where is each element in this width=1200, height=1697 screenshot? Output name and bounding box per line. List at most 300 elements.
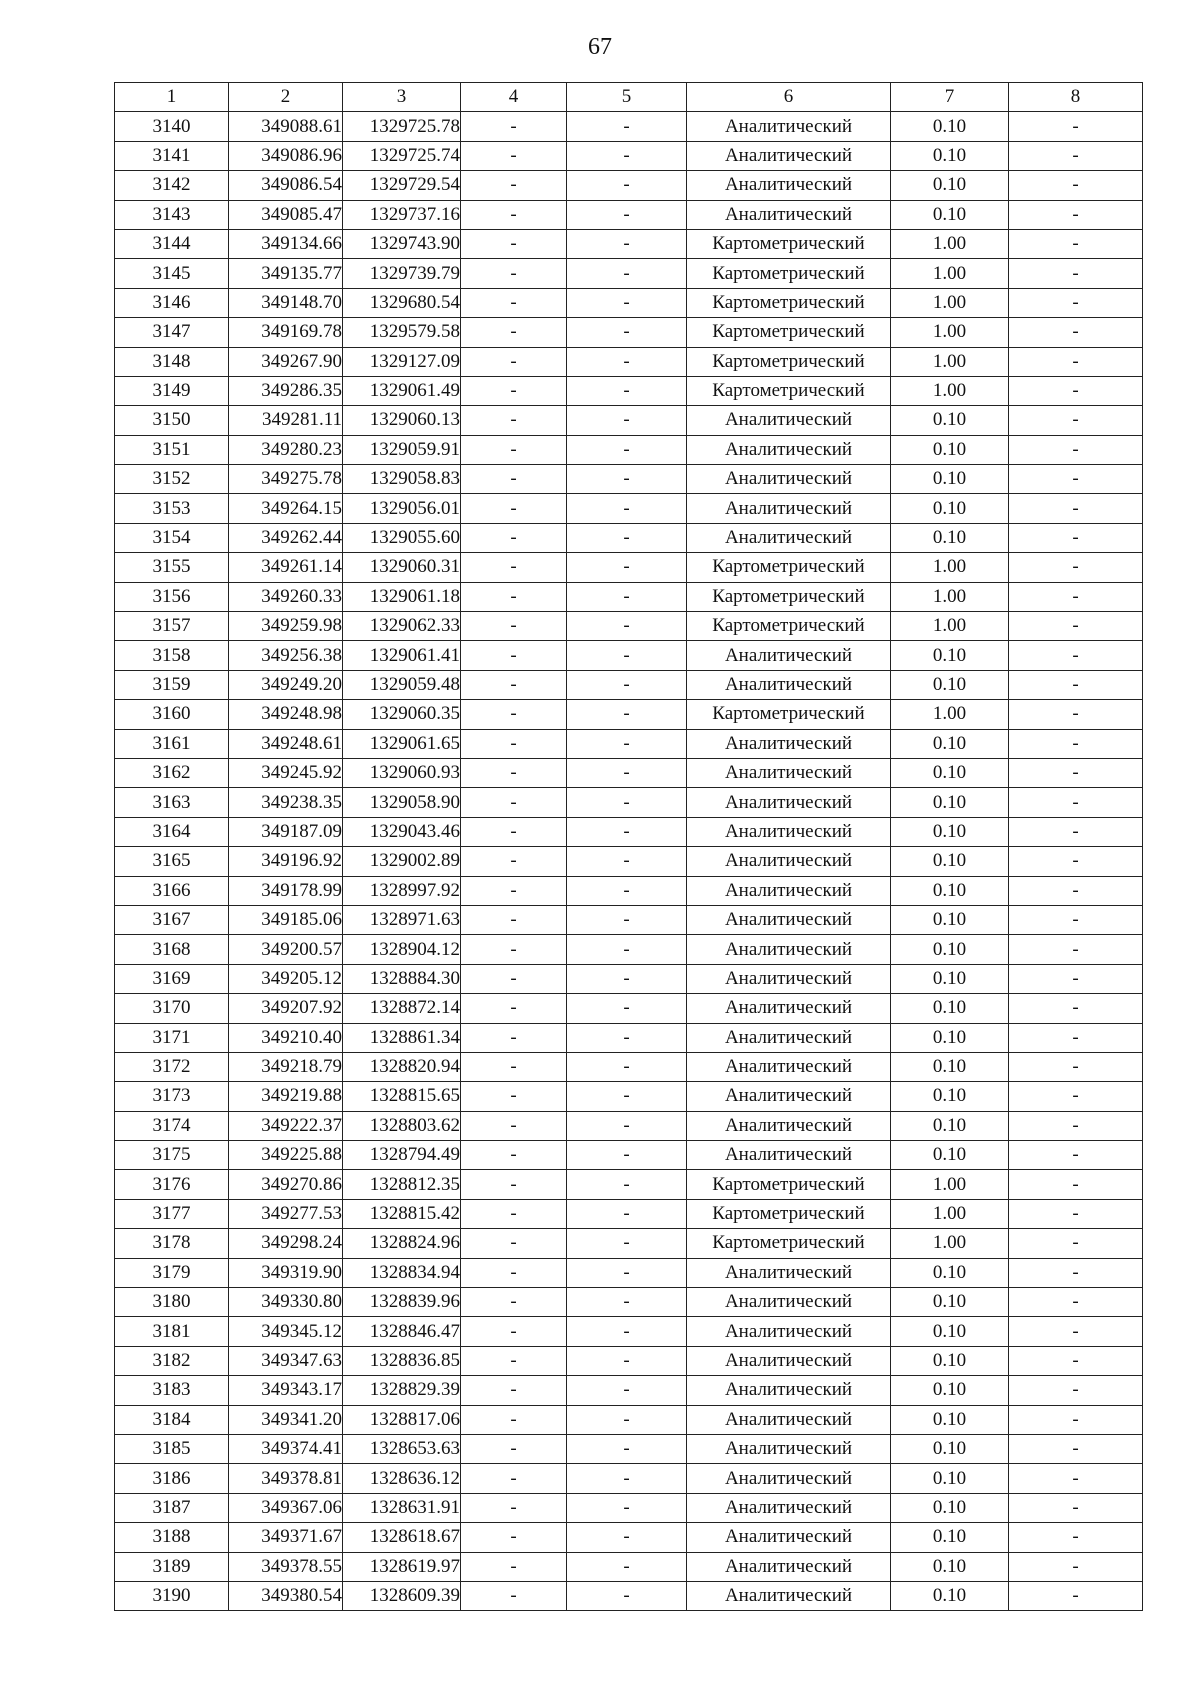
x-coordinate-cell: 349345.12 xyxy=(229,1317,343,1346)
x-coordinate-cell: 349205.12 xyxy=(229,964,343,993)
y-coordinate-cell: 1328812.35 xyxy=(343,1170,461,1199)
col5-cell: - xyxy=(567,1229,687,1258)
col4-cell: - xyxy=(461,1288,567,1317)
col4-cell: - xyxy=(461,1552,567,1581)
col5-cell: - xyxy=(567,1523,687,1552)
method-cell: Аналитический xyxy=(687,1141,891,1170)
table-row xyxy=(115,1023,1143,1052)
col4-cell: - xyxy=(461,1346,567,1375)
y-coordinate-cell: 1329058.90 xyxy=(343,788,461,817)
precision-cell: 1.00 xyxy=(891,259,1009,288)
table-row xyxy=(115,758,1143,787)
table-row xyxy=(115,171,1143,200)
x-coordinate-cell: 349264.15 xyxy=(229,494,343,523)
x-coordinate-cell: 349178.99 xyxy=(229,876,343,905)
col8-cell: - xyxy=(1009,729,1143,758)
col5-cell: - xyxy=(567,1111,687,1140)
x-coordinate-cell: 349222.37 xyxy=(229,1111,343,1140)
precision-cell: 0.10 xyxy=(891,788,1009,817)
table-row xyxy=(115,1523,1143,1552)
point-number-cell: 3149 xyxy=(115,376,229,405)
y-coordinate-cell: 1328861.34 xyxy=(343,1023,461,1052)
table-row xyxy=(115,1464,1143,1493)
col4-cell: - xyxy=(461,376,567,405)
col8-cell: - xyxy=(1009,376,1143,405)
precision-cell: 0.10 xyxy=(891,1405,1009,1434)
precision-cell: 0.10 xyxy=(891,523,1009,552)
precision-cell: 0.10 xyxy=(891,670,1009,699)
y-coordinate-cell: 1328609.39 xyxy=(343,1581,461,1610)
precision-cell: 1.00 xyxy=(891,553,1009,582)
col4-cell: - xyxy=(461,435,567,464)
col5-cell: - xyxy=(567,1405,687,1434)
x-coordinate-cell: 349218.79 xyxy=(229,1052,343,1081)
y-coordinate-cell: 1329059.91 xyxy=(343,435,461,464)
col4-cell: - xyxy=(461,318,567,347)
precision-cell: 0.10 xyxy=(891,112,1009,141)
col5-cell: - xyxy=(567,847,687,876)
precision-cell: 0.10 xyxy=(891,200,1009,229)
precision-cell: 0.10 xyxy=(891,141,1009,170)
x-coordinate-cell: 349086.96 xyxy=(229,141,343,170)
x-coordinate-cell: 349367.06 xyxy=(229,1493,343,1522)
table-row xyxy=(115,788,1143,817)
method-cell: Аналитический xyxy=(687,994,891,1023)
col4-cell: - xyxy=(461,729,567,758)
table-row xyxy=(115,1552,1143,1581)
table-row xyxy=(115,1258,1143,1287)
point-number-cell: 3169 xyxy=(115,964,229,993)
col8-cell: - xyxy=(1009,259,1143,288)
table-row xyxy=(115,1376,1143,1405)
col5-cell: - xyxy=(567,670,687,699)
col5-cell: - xyxy=(567,494,687,523)
method-cell: Аналитический xyxy=(687,523,891,552)
table-row xyxy=(115,935,1143,964)
y-coordinate-cell: 1329058.83 xyxy=(343,465,461,494)
col5-cell: - xyxy=(567,1288,687,1317)
y-coordinate-cell: 1329061.49 xyxy=(343,376,461,405)
y-coordinate-cell: 1328636.12 xyxy=(343,1464,461,1493)
method-cell: Картометрический xyxy=(687,229,891,258)
method-cell: Аналитический xyxy=(687,200,891,229)
col4-cell: - xyxy=(461,347,567,376)
col4-cell: - xyxy=(461,1493,567,1522)
col4-cell: - xyxy=(461,112,567,141)
col4-cell: - xyxy=(461,612,567,641)
precision-cell: 0.10 xyxy=(891,1464,1009,1493)
col5-cell: - xyxy=(567,435,687,464)
col5-cell: - xyxy=(567,259,687,288)
precision-cell: 1.00 xyxy=(891,318,1009,347)
col5-cell: - xyxy=(567,1493,687,1522)
y-coordinate-cell: 1329056.01 xyxy=(343,494,461,523)
col4-cell: - xyxy=(461,171,567,200)
point-number-cell: 3146 xyxy=(115,288,229,317)
y-coordinate-cell: 1329579.58 xyxy=(343,318,461,347)
table-row xyxy=(115,465,1143,494)
method-cell: Аналитический xyxy=(687,788,891,817)
y-coordinate-cell: 1328829.39 xyxy=(343,1376,461,1405)
x-coordinate-cell: 349378.55 xyxy=(229,1552,343,1581)
col5-cell: - xyxy=(567,905,687,934)
precision-cell: 0.10 xyxy=(891,1493,1009,1522)
point-number-cell: 3190 xyxy=(115,1581,229,1610)
col5-cell: - xyxy=(567,700,687,729)
point-number-cell: 3187 xyxy=(115,1493,229,1522)
point-number-cell: 3175 xyxy=(115,1141,229,1170)
col8-cell: - xyxy=(1009,788,1143,817)
x-coordinate-cell: 349200.57 xyxy=(229,935,343,964)
col5-cell: - xyxy=(567,817,687,846)
x-coordinate-cell: 349085.47 xyxy=(229,200,343,229)
col8-cell: - xyxy=(1009,641,1143,670)
col4-cell: - xyxy=(461,1405,567,1434)
x-coordinate-cell: 349347.63 xyxy=(229,1346,343,1375)
table-row xyxy=(115,817,1143,846)
col8-cell: - xyxy=(1009,1464,1143,1493)
precision-cell: 0.10 xyxy=(891,1082,1009,1111)
col4-cell: - xyxy=(461,582,567,611)
method-cell: Картометрический xyxy=(687,700,891,729)
table-row xyxy=(115,1170,1143,1199)
point-number-cell: 3144 xyxy=(115,229,229,258)
col5-cell: - xyxy=(567,612,687,641)
x-coordinate-cell: 349148.70 xyxy=(229,288,343,317)
col4-cell: - xyxy=(461,141,567,170)
table-row xyxy=(115,1346,1143,1375)
method-cell: Аналитический xyxy=(687,817,891,846)
coordinates-table xyxy=(114,82,1143,1611)
col4-cell: - xyxy=(461,876,567,905)
col4-cell: - xyxy=(461,641,567,670)
col8-cell: - xyxy=(1009,1434,1143,1463)
precision-cell: 0.10 xyxy=(891,1141,1009,1170)
col8-cell: - xyxy=(1009,1317,1143,1346)
point-number-cell: 3174 xyxy=(115,1111,229,1140)
col8-cell: - xyxy=(1009,905,1143,934)
table-row xyxy=(115,700,1143,729)
method-cell: Аналитический xyxy=(687,1581,891,1610)
col8-cell: - xyxy=(1009,435,1143,464)
method-cell: Аналитический xyxy=(687,435,891,464)
x-coordinate-cell: 349341.20 xyxy=(229,1405,343,1434)
col4-cell: - xyxy=(461,817,567,846)
table-row xyxy=(115,1082,1143,1111)
x-coordinate-cell: 349169.78 xyxy=(229,318,343,347)
table-row xyxy=(115,288,1143,317)
point-number-cell: 3165 xyxy=(115,847,229,876)
col8-cell: - xyxy=(1009,1376,1143,1405)
precision-cell: 0.10 xyxy=(891,847,1009,876)
table-row xyxy=(115,994,1143,1023)
point-number-cell: 3147 xyxy=(115,318,229,347)
method-cell: Аналитический xyxy=(687,1288,891,1317)
x-coordinate-cell: 349225.88 xyxy=(229,1141,343,1170)
col5-cell: - xyxy=(567,347,687,376)
col8-cell: - xyxy=(1009,553,1143,582)
col4-cell: - xyxy=(461,1023,567,1052)
point-number-cell: 3167 xyxy=(115,905,229,934)
y-coordinate-cell: 1328815.42 xyxy=(343,1199,461,1228)
method-cell: Аналитический xyxy=(687,112,891,141)
point-number-cell: 3153 xyxy=(115,494,229,523)
col4-cell: - xyxy=(461,1111,567,1140)
col8-cell: - xyxy=(1009,1052,1143,1081)
table-row xyxy=(115,670,1143,699)
y-coordinate-cell: 1329729.54 xyxy=(343,171,461,200)
y-coordinate-cell: 1328815.65 xyxy=(343,1082,461,1111)
precision-cell: 1.00 xyxy=(891,612,1009,641)
x-coordinate-cell: 349259.98 xyxy=(229,612,343,641)
y-coordinate-cell: 1328872.14 xyxy=(343,994,461,1023)
precision-cell: 0.10 xyxy=(891,1023,1009,1052)
table-row xyxy=(115,876,1143,905)
precision-cell: 1.00 xyxy=(891,700,1009,729)
method-cell: Аналитический xyxy=(687,847,891,876)
point-number-cell: 3156 xyxy=(115,582,229,611)
col8-cell: - xyxy=(1009,700,1143,729)
col5-cell: - xyxy=(567,318,687,347)
method-cell: Аналитический xyxy=(687,1523,891,1552)
table-row xyxy=(115,229,1143,258)
col4-cell: - xyxy=(461,1170,567,1199)
col5-cell: - xyxy=(567,171,687,200)
method-cell: Аналитический xyxy=(687,964,891,993)
col4-cell: - xyxy=(461,1317,567,1346)
table-row xyxy=(115,1052,1143,1081)
col5-cell: - xyxy=(567,582,687,611)
x-coordinate-cell: 349248.61 xyxy=(229,729,343,758)
y-coordinate-cell: 1328820.94 xyxy=(343,1052,461,1081)
x-coordinate-cell: 349330.80 xyxy=(229,1288,343,1317)
y-coordinate-cell: 1328794.49 xyxy=(343,1141,461,1170)
col5-cell: - xyxy=(567,523,687,552)
col4-cell: - xyxy=(461,465,567,494)
y-coordinate-cell: 1328618.67 xyxy=(343,1523,461,1552)
table-row xyxy=(115,1493,1143,1522)
x-coordinate-cell: 349298.24 xyxy=(229,1229,343,1258)
x-coordinate-cell: 349319.90 xyxy=(229,1258,343,1287)
col8-cell: - xyxy=(1009,964,1143,993)
y-coordinate-cell: 1328971.63 xyxy=(343,905,461,934)
table-row xyxy=(115,347,1143,376)
table-row xyxy=(115,494,1143,523)
y-coordinate-cell: 1328839.96 xyxy=(343,1288,461,1317)
precision-cell: 0.10 xyxy=(891,1258,1009,1287)
y-coordinate-cell: 1329060.13 xyxy=(343,406,461,435)
x-coordinate-cell: 349207.92 xyxy=(229,994,343,1023)
col5-cell: - xyxy=(567,876,687,905)
col5-cell: - xyxy=(567,1141,687,1170)
x-coordinate-cell: 349135.77 xyxy=(229,259,343,288)
y-coordinate-cell: 1329060.31 xyxy=(343,553,461,582)
table-row xyxy=(115,729,1143,758)
col8-cell: - xyxy=(1009,994,1143,1023)
point-number-cell: 3141 xyxy=(115,141,229,170)
y-coordinate-cell: 1329680.54 xyxy=(343,288,461,317)
precision-cell: 0.10 xyxy=(891,758,1009,787)
table-row xyxy=(115,523,1143,552)
precision-cell: 1.00 xyxy=(891,376,1009,405)
point-number-cell: 3158 xyxy=(115,641,229,670)
col8-cell: - xyxy=(1009,318,1143,347)
precision-cell: 0.10 xyxy=(891,1346,1009,1375)
point-number-cell: 3166 xyxy=(115,876,229,905)
method-cell: Аналитический xyxy=(687,905,891,934)
x-coordinate-cell: 349196.92 xyxy=(229,847,343,876)
x-coordinate-cell: 349262.44 xyxy=(229,523,343,552)
x-coordinate-cell: 349088.61 xyxy=(229,112,343,141)
precision-cell: 1.00 xyxy=(891,1170,1009,1199)
col4-cell: - xyxy=(461,700,567,729)
method-cell: Аналитический xyxy=(687,171,891,200)
col8-cell: - xyxy=(1009,1023,1143,1052)
x-coordinate-cell: 349380.54 xyxy=(229,1581,343,1610)
table-row xyxy=(115,553,1143,582)
y-coordinate-cell: 1329060.35 xyxy=(343,700,461,729)
method-cell: Аналитический xyxy=(687,758,891,787)
x-coordinate-cell: 349281.11 xyxy=(229,406,343,435)
method-cell: Картометрический xyxy=(687,582,891,611)
col8-cell: - xyxy=(1009,1581,1143,1610)
header-cell-1: 1 xyxy=(115,83,229,112)
col5-cell: - xyxy=(567,376,687,405)
col4-cell: - xyxy=(461,229,567,258)
point-number-cell: 3182 xyxy=(115,1346,229,1375)
point-number-cell: 3140 xyxy=(115,112,229,141)
y-coordinate-cell: 1329002.89 xyxy=(343,847,461,876)
col5-cell: - xyxy=(567,406,687,435)
col8-cell: - xyxy=(1009,347,1143,376)
col5-cell: - xyxy=(567,1464,687,1493)
col8-cell: - xyxy=(1009,229,1143,258)
method-cell: Картометрический xyxy=(687,1170,891,1199)
col8-cell: - xyxy=(1009,406,1143,435)
table-row xyxy=(115,1111,1143,1140)
method-cell: Аналитический xyxy=(687,1052,891,1081)
col8-cell: - xyxy=(1009,935,1143,964)
x-coordinate-cell: 349249.20 xyxy=(229,670,343,699)
col8-cell: - xyxy=(1009,112,1143,141)
precision-cell: 0.10 xyxy=(891,729,1009,758)
method-cell: Картометрический xyxy=(687,1229,891,1258)
precision-cell: 1.00 xyxy=(891,229,1009,258)
col5-cell: - xyxy=(567,1170,687,1199)
col5-cell: - xyxy=(567,1317,687,1346)
table-row xyxy=(115,612,1143,641)
x-coordinate-cell: 349378.81 xyxy=(229,1464,343,1493)
col5-cell: - xyxy=(567,200,687,229)
precision-cell: 0.10 xyxy=(891,876,1009,905)
col5-cell: - xyxy=(567,788,687,817)
col4-cell: - xyxy=(461,288,567,317)
col5-cell: - xyxy=(567,465,687,494)
col5-cell: - xyxy=(567,935,687,964)
col5-cell: - xyxy=(567,112,687,141)
precision-cell: 0.10 xyxy=(891,964,1009,993)
table-row xyxy=(115,964,1143,993)
col8-cell: - xyxy=(1009,1199,1143,1228)
x-coordinate-cell: 349374.41 xyxy=(229,1434,343,1463)
point-number-cell: 3150 xyxy=(115,406,229,435)
table-row xyxy=(115,1199,1143,1228)
point-number-cell: 3151 xyxy=(115,435,229,464)
col8-cell: - xyxy=(1009,670,1143,699)
point-number-cell: 3161 xyxy=(115,729,229,758)
x-coordinate-cell: 349270.86 xyxy=(229,1170,343,1199)
col4-cell: - xyxy=(461,1052,567,1081)
col4-cell: - xyxy=(461,406,567,435)
x-coordinate-cell: 349286.35 xyxy=(229,376,343,405)
y-coordinate-cell: 1328997.92 xyxy=(343,876,461,905)
col8-cell: - xyxy=(1009,1229,1143,1258)
table-row xyxy=(115,112,1143,141)
col8-cell: - xyxy=(1009,1258,1143,1287)
method-cell: Аналитический xyxy=(687,876,891,905)
col8-cell: - xyxy=(1009,847,1143,876)
x-coordinate-cell: 349238.35 xyxy=(229,788,343,817)
precision-cell: 0.10 xyxy=(891,1376,1009,1405)
point-number-cell: 3160 xyxy=(115,700,229,729)
col4-cell: - xyxy=(461,1376,567,1405)
point-number-cell: 3155 xyxy=(115,553,229,582)
col8-cell: - xyxy=(1009,876,1143,905)
precision-cell: 0.10 xyxy=(891,1288,1009,1317)
table-row xyxy=(115,435,1143,464)
col8-cell: - xyxy=(1009,1082,1143,1111)
point-number-cell: 3159 xyxy=(115,670,229,699)
col5-cell: - xyxy=(567,1434,687,1463)
col8-cell: - xyxy=(1009,1346,1143,1375)
col4-cell: - xyxy=(461,1464,567,1493)
precision-cell: 1.00 xyxy=(891,582,1009,611)
y-coordinate-cell: 1329055.60 xyxy=(343,523,461,552)
point-number-cell: 3170 xyxy=(115,994,229,1023)
x-coordinate-cell: 349185.06 xyxy=(229,905,343,934)
method-cell: Аналитический xyxy=(687,1434,891,1463)
y-coordinate-cell: 1329061.41 xyxy=(343,641,461,670)
col5-cell: - xyxy=(567,964,687,993)
col8-cell: - xyxy=(1009,1523,1143,1552)
page-number: 67 xyxy=(588,34,612,60)
precision-cell: 0.10 xyxy=(891,1111,1009,1140)
precision-cell: 0.10 xyxy=(891,1552,1009,1581)
y-coordinate-cell: 1329060.93 xyxy=(343,758,461,787)
table-row xyxy=(115,847,1143,876)
method-cell: Аналитический xyxy=(687,729,891,758)
col5-cell: - xyxy=(567,1346,687,1375)
col5-cell: - xyxy=(567,288,687,317)
col4-cell: - xyxy=(461,847,567,876)
col5-cell: - xyxy=(567,1552,687,1581)
table-row xyxy=(115,1317,1143,1346)
method-cell: Аналитический xyxy=(687,935,891,964)
method-cell: Аналитический xyxy=(687,1493,891,1522)
table-row xyxy=(115,905,1143,934)
table-row xyxy=(115,406,1143,435)
precision-cell: 0.10 xyxy=(891,1581,1009,1610)
method-cell: Аналитический xyxy=(687,1082,891,1111)
point-number-cell: 3184 xyxy=(115,1405,229,1434)
point-number-cell: 3143 xyxy=(115,200,229,229)
precision-cell: 0.10 xyxy=(891,465,1009,494)
header-cell-8: 8 xyxy=(1009,83,1143,112)
col8-cell: - xyxy=(1009,1552,1143,1581)
method-cell: Картометрический xyxy=(687,1199,891,1228)
col4-cell: - xyxy=(461,935,567,964)
point-number-cell: 3163 xyxy=(115,788,229,817)
